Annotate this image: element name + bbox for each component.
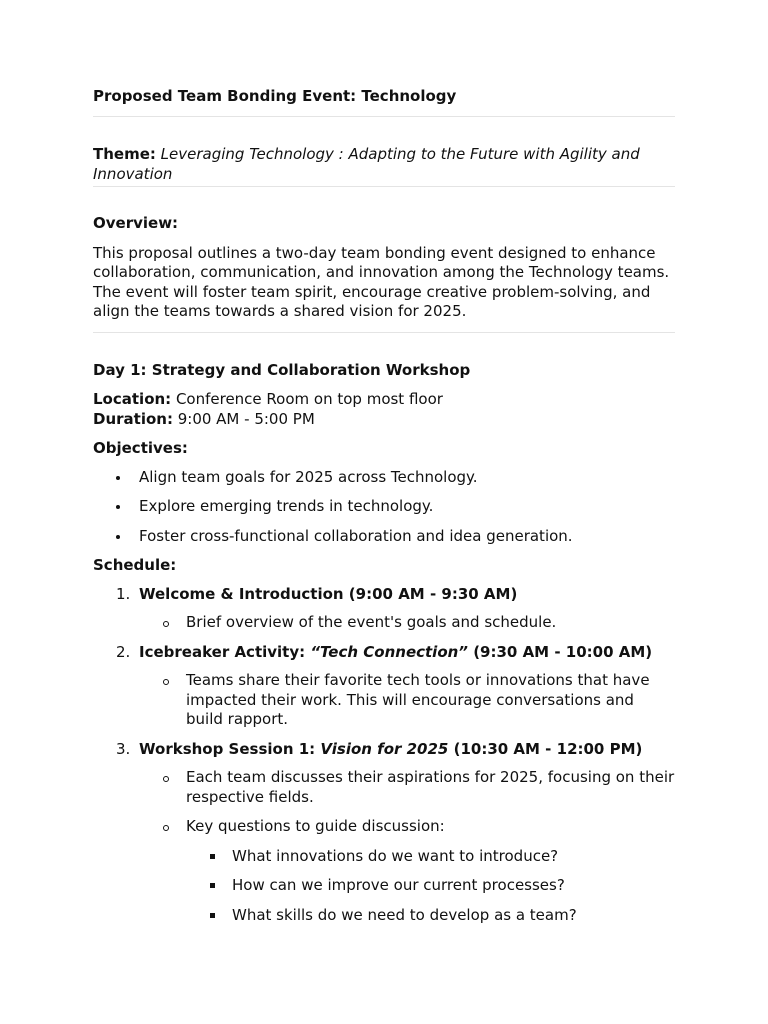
theme-line xyxy=(93,145,675,184)
duration-value: 9:00 AM - 5:00 PM xyxy=(172,409,315,428)
document-title: Proposed Team Bonding Event: Technology xyxy=(93,87,457,105)
duration-label: Duration: xyxy=(93,409,173,428)
step-title: Welcome & Introduction (9:00 AM - 9:30 AM) xyxy=(139,584,518,603)
schedule-step xyxy=(93,740,675,760)
hollow-bullet-icon xyxy=(163,825,169,831)
location-line xyxy=(93,390,675,410)
step-number: 3. xyxy=(116,739,131,758)
square-bullet-icon xyxy=(210,854,215,859)
schedule-step xyxy=(93,643,675,663)
day1-heading: Day 1: Strategy and Collaboration Workshop xyxy=(93,360,471,379)
step-details xyxy=(93,671,675,730)
divider xyxy=(93,186,675,187)
bullet-icon xyxy=(116,505,120,509)
detail-text: Brief overview of the event's goals and schedule. xyxy=(186,613,557,631)
overview-heading: Overview: xyxy=(93,214,179,232)
question-list xyxy=(93,847,675,926)
detail-item xyxy=(93,671,675,730)
detail-text: Key questions to guide discussion: xyxy=(186,817,445,835)
question-text: What skills do we need to develop as a team? xyxy=(232,905,577,924)
objective-text: Explore emerging trends in technology. xyxy=(139,497,434,515)
objective-item xyxy=(93,527,675,547)
objective-text: Align team goals for 2025 across Technology. xyxy=(139,467,478,486)
step-details xyxy=(93,613,675,633)
detail-item xyxy=(93,817,675,837)
duration-line xyxy=(93,410,675,430)
hollow-bullet-icon xyxy=(163,776,169,782)
schedule-step xyxy=(93,585,675,605)
theme-value: Leveraging Technology : Adapting to the Future with Agility and Innovation xyxy=(93,145,640,183)
question-item xyxy=(93,906,675,926)
objective-item xyxy=(93,468,675,488)
objectives-heading: Objectives: xyxy=(93,439,188,457)
objective-item xyxy=(93,497,675,517)
step-number: 1. xyxy=(116,584,131,603)
schedule-heading: Schedule: xyxy=(93,556,177,574)
document-page xyxy=(93,86,675,935)
step-title-em: “Tech Connection” xyxy=(310,642,468,661)
step-title-pre: Icebreaker Activity: xyxy=(139,642,311,661)
divider xyxy=(93,116,675,117)
step-number: 2. xyxy=(116,642,131,661)
bullet-icon xyxy=(116,535,120,539)
overview-text: This proposal outlines a two-day team bonding event designed to enhance collaboration, communication, and innovation among the Technology teams. The event will foster team spirit, encourage creative problem-solving, and align the teams towards a shared vision for 2025. xyxy=(93,243,670,320)
bullet-icon xyxy=(116,476,120,480)
location-label: Location: xyxy=(93,390,172,408)
step-title-pre: Workshop Session 1: xyxy=(139,739,321,758)
step-details xyxy=(93,768,675,837)
detail-item xyxy=(93,768,675,807)
divider xyxy=(93,332,675,333)
hollow-bullet-icon xyxy=(163,679,169,685)
question-text: How can we improve our current processes? xyxy=(232,876,565,894)
hollow-bullet-icon xyxy=(163,621,169,627)
question-item xyxy=(93,847,675,867)
question-item xyxy=(93,876,675,896)
question-text: What innovations do we want to introduce? xyxy=(232,846,559,865)
step-title-post: (9:30 AM - 10:00 AM) xyxy=(467,642,653,661)
theme-label: Theme: xyxy=(93,145,156,163)
objective-text: Foster cross-functional collaboration and idea generation. xyxy=(139,526,573,545)
detail-text: Each team discusses their aspirations for 2025, focusing on their respective fields. xyxy=(186,768,675,806)
step-title-em: Vision for 2025 xyxy=(320,739,449,758)
objectives-list xyxy=(93,468,675,547)
detail-item xyxy=(93,613,675,633)
location-value: Conference Room on top most floor xyxy=(171,390,443,408)
square-bullet-icon xyxy=(210,913,215,918)
step-title-post: (10:30 AM - 12:00 PM) xyxy=(448,739,643,758)
square-bullet-icon xyxy=(210,883,215,888)
detail-text: Teams share their favorite tech tools or innovations that have impacted their work. This will encourage conversations and build rapport. xyxy=(186,671,650,728)
